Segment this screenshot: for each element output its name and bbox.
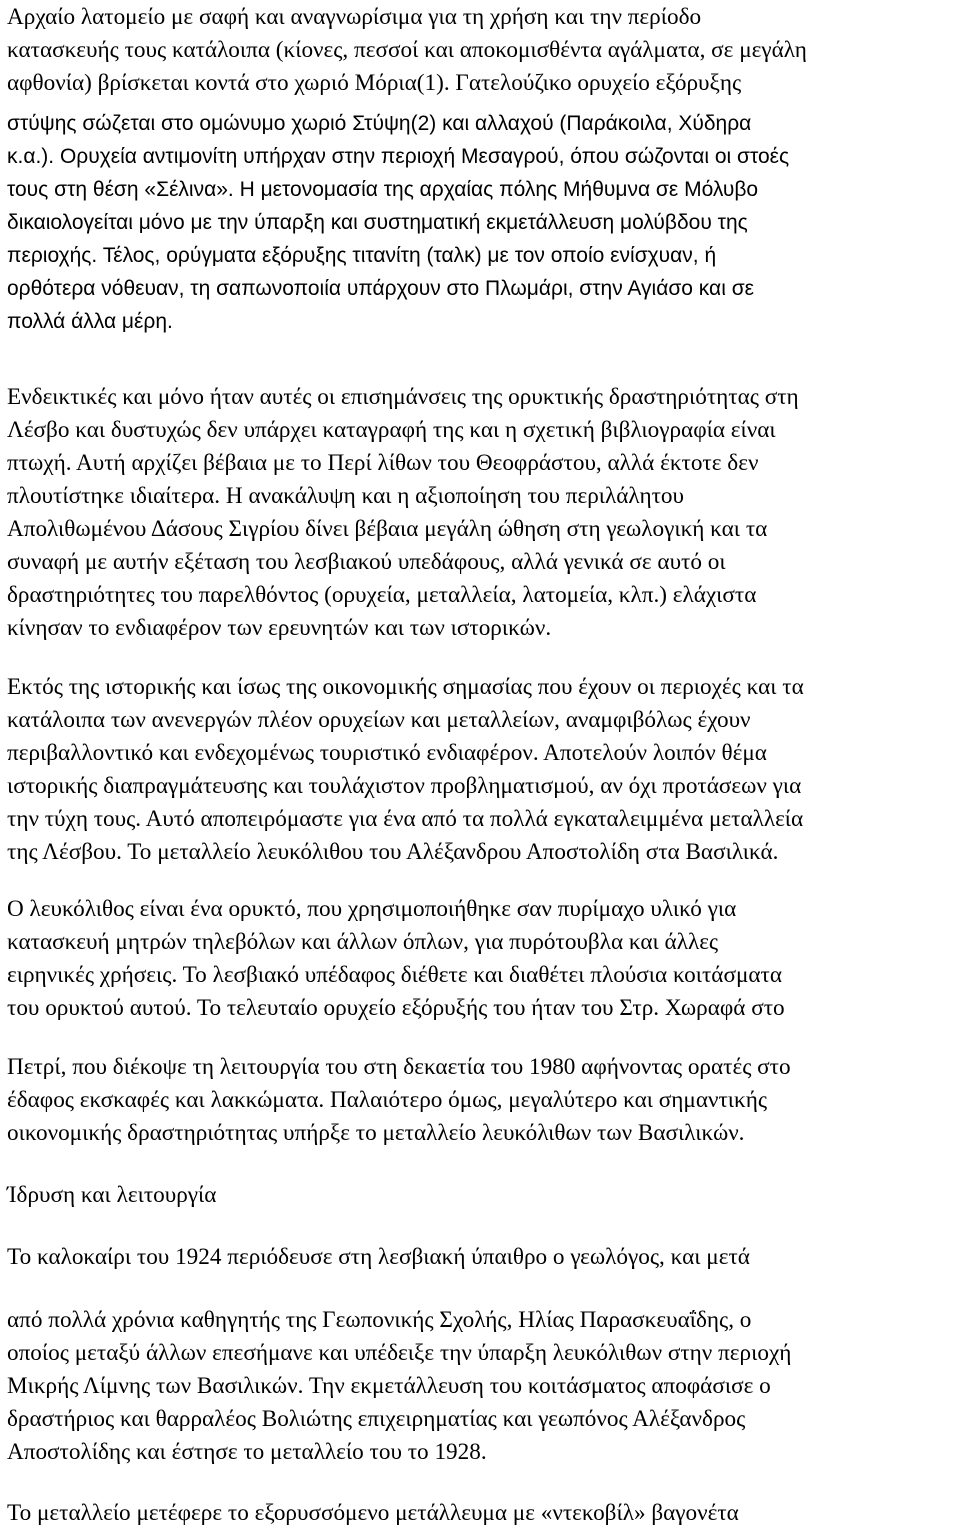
text-line: οικονομικής δραστηριότητας υπήρξε το μεταλλείο λευκόλιθων των Βασιλικών. xyxy=(7,1120,745,1146)
text-line: κατασκευής τους κατάλοιπα (κίονες, πεσσοί και αποκομισθέντα αγάλματα, σε μεγάλη xyxy=(7,37,807,63)
text-line: Το καλοκαίρι του 1924 περιόδευσε στη λεσβιακή ύπαιθρο ο γεωλόγος, και μετά xyxy=(7,1244,750,1270)
text-line: κίνησαν το ενδιαφέρον των ερευνητών και των ιστορικών. xyxy=(7,615,552,641)
text-line: Αρχαίο λατομείο με σαφή και αναγνωρίσιμα για τη χρήση και την περίοδο xyxy=(7,4,702,30)
text-line: Πετρί, που διέκοψε τη λειτουργία του στη δεκαετία του 1980 αφήνοντας ορατές στο xyxy=(7,1054,791,1080)
text-line: ιστορικής διαπραγμάτευσης και τουλάχιστον προβληματισμού, αν όχι προτάσεων για xyxy=(7,773,802,799)
text-line: δικαιολογείται μόνο με την ύπαρξη και συστηματική εκμετάλλευση μολύβδου της xyxy=(7,211,748,234)
text-line: Αποστολίδης και έστησε το μεταλλείο του το 1928. xyxy=(7,1439,487,1465)
text-line: αφθονία) βρίσκεται κοντά στο χωριό Μόρια(1). Γατελούζικο ορυχείο εξόρυξης xyxy=(7,70,742,96)
text-line: κατάλοιπα των ανενεργών πλέον ορυχείων και μεταλλείων, αναμφιβόλως έχουν xyxy=(7,707,751,733)
text-line: Λέσβο και δυστυχώς δεν υπάρχει καταγραφή της και η σχετική βιβλιογραφία είναι xyxy=(7,417,776,443)
text-line: Απολιθωμένου Δάσους Σιγρίου δίνει βέβαια μεγάλη ώθηση στη γεωλογική και τα xyxy=(7,516,768,542)
text-line: πλουτίστηκε ιδιαίτερα. Η ανακάλυψη και η αξιοποίηση του περιλάλητου xyxy=(7,483,684,509)
text-line: την τύχη τους. Αυτό αποπειρόμαστε για ένα από τα πολλά εγκαταλειμμένα μεταλλεία xyxy=(7,806,804,832)
text-line: ειρηνικές χρήσεις. Το λεσβιακό υπέδαφος διέθετε και διαθέτει πλούσια κοιτάσματα xyxy=(7,962,782,988)
text-line: Το μεταλλείο μετέφερε το εξορυσσόμενο μετάλλευμα με «ντεκοβίλ» βαγονέτα xyxy=(7,1500,739,1526)
text-line: δραστήριος και θαρραλέος Βολιώτης επιχειρηματίας και γεωπόνος Αλέξανδρος xyxy=(7,1406,746,1432)
text-line: πολλά άλλα μέρη. xyxy=(7,310,173,333)
text-line: Ενδεικτικές και μόνο ήταν αυτές οι επισημάνσεις της ορυκτικής δραστηριότητας στη xyxy=(7,384,799,410)
text-line: δραστηριότητες του παρελθόντος (ορυχεία, μεταλλεία, λατομεία, κλπ.) ελάχιστα xyxy=(7,582,757,608)
text-line: από πολλά χρόνια καθηγητής της Γεωπονικής Σχολής, Ηλίας Παρασκευαΐδης, ο xyxy=(7,1307,752,1333)
text-line: στύψης σώζεται στο ομώνυμο χωριό Στύψη(2) και αλλαχού (Παράκοιλα, Χύδηρα xyxy=(7,112,752,135)
text-line: περιβαλλοντικό και ενδεχομένως τουριστικό ενδιαφέρον. Αποτελούν λοιπόν θέμα xyxy=(7,740,767,766)
section-heading: Ίδρυση και λειτουργία xyxy=(7,1182,217,1208)
text-line: ορθότερα νόθευαν, τη σαπωνοποιία υπάρχουν στο Πλωμάρι, στην Αγιάσο και σε xyxy=(7,277,755,300)
text-line: Ο λευκόλιθος είναι ένα ορυκτό, που χρησιμοποιήθηκε σαν πυρίμαχο υλικό για xyxy=(7,896,737,922)
text-line: κ.α.). Ορυχεία αντιμονίτη υπήρχαν στην περιοχή Μεσαγρού, όπου σώζονται οι στοές xyxy=(7,145,790,168)
text-line: Μικρής Λίμνης των Βασιλικών. Την εκμετάλλευση του κοιτάσματος αποφάσισε ο xyxy=(7,1373,771,1399)
text-line: της Λέσβου. Το μεταλλείο λευκόλιθου του Αλέξανδρου Αποστολίδη στα Βασιλικά. xyxy=(7,839,779,865)
text-line: οποίος μεταξύ άλλων επεσήμανε και υπέδειξε την ύπαρξη λευκόλιθων στην περιοχή xyxy=(7,1340,792,1366)
text-line: συναφή με αυτήν εξέταση του λεσβιακού υπεδάφους, αλλά γενικά σε αυτό οι xyxy=(7,549,726,575)
text-line: κατασκευή μητρών τηλεβόλων και άλλων όπλων, για πυρότουβλα και άλλες xyxy=(7,929,719,955)
text-line: έδαφος εκσκαφές και λακκώματα. Παλαιότερο όμως, μεγαλύτερο και σημαντικής xyxy=(7,1087,768,1113)
text-line: Εκτός της ιστορικής και ίσως της οικονομικής σημασίας που έχουν οι περιοχές και τα xyxy=(7,674,804,700)
text-line: τους στη θέση «Σέλινα». Η μετονομασία της αρχαίας πόλης Μήθυμνα σε Μόλυβο xyxy=(7,178,759,201)
text-line: περιοχής. Τέλος, ορύγματα εξόρυξης τιτανίτη (ταλκ) με τον οποίο ενίσχυαν, ή xyxy=(7,244,717,267)
text-line: πτωχή. Αυτή αρχίζει βέβαια με το Περί λίθων του Θεοφράστου, αλλά έκτοτε δεν xyxy=(7,450,759,476)
text-line: του ορυκτού αυτού. Το τελευταίο ορυχείο εξόρυξής του ήταν του Στρ. Χωραφά στο xyxy=(7,995,785,1021)
